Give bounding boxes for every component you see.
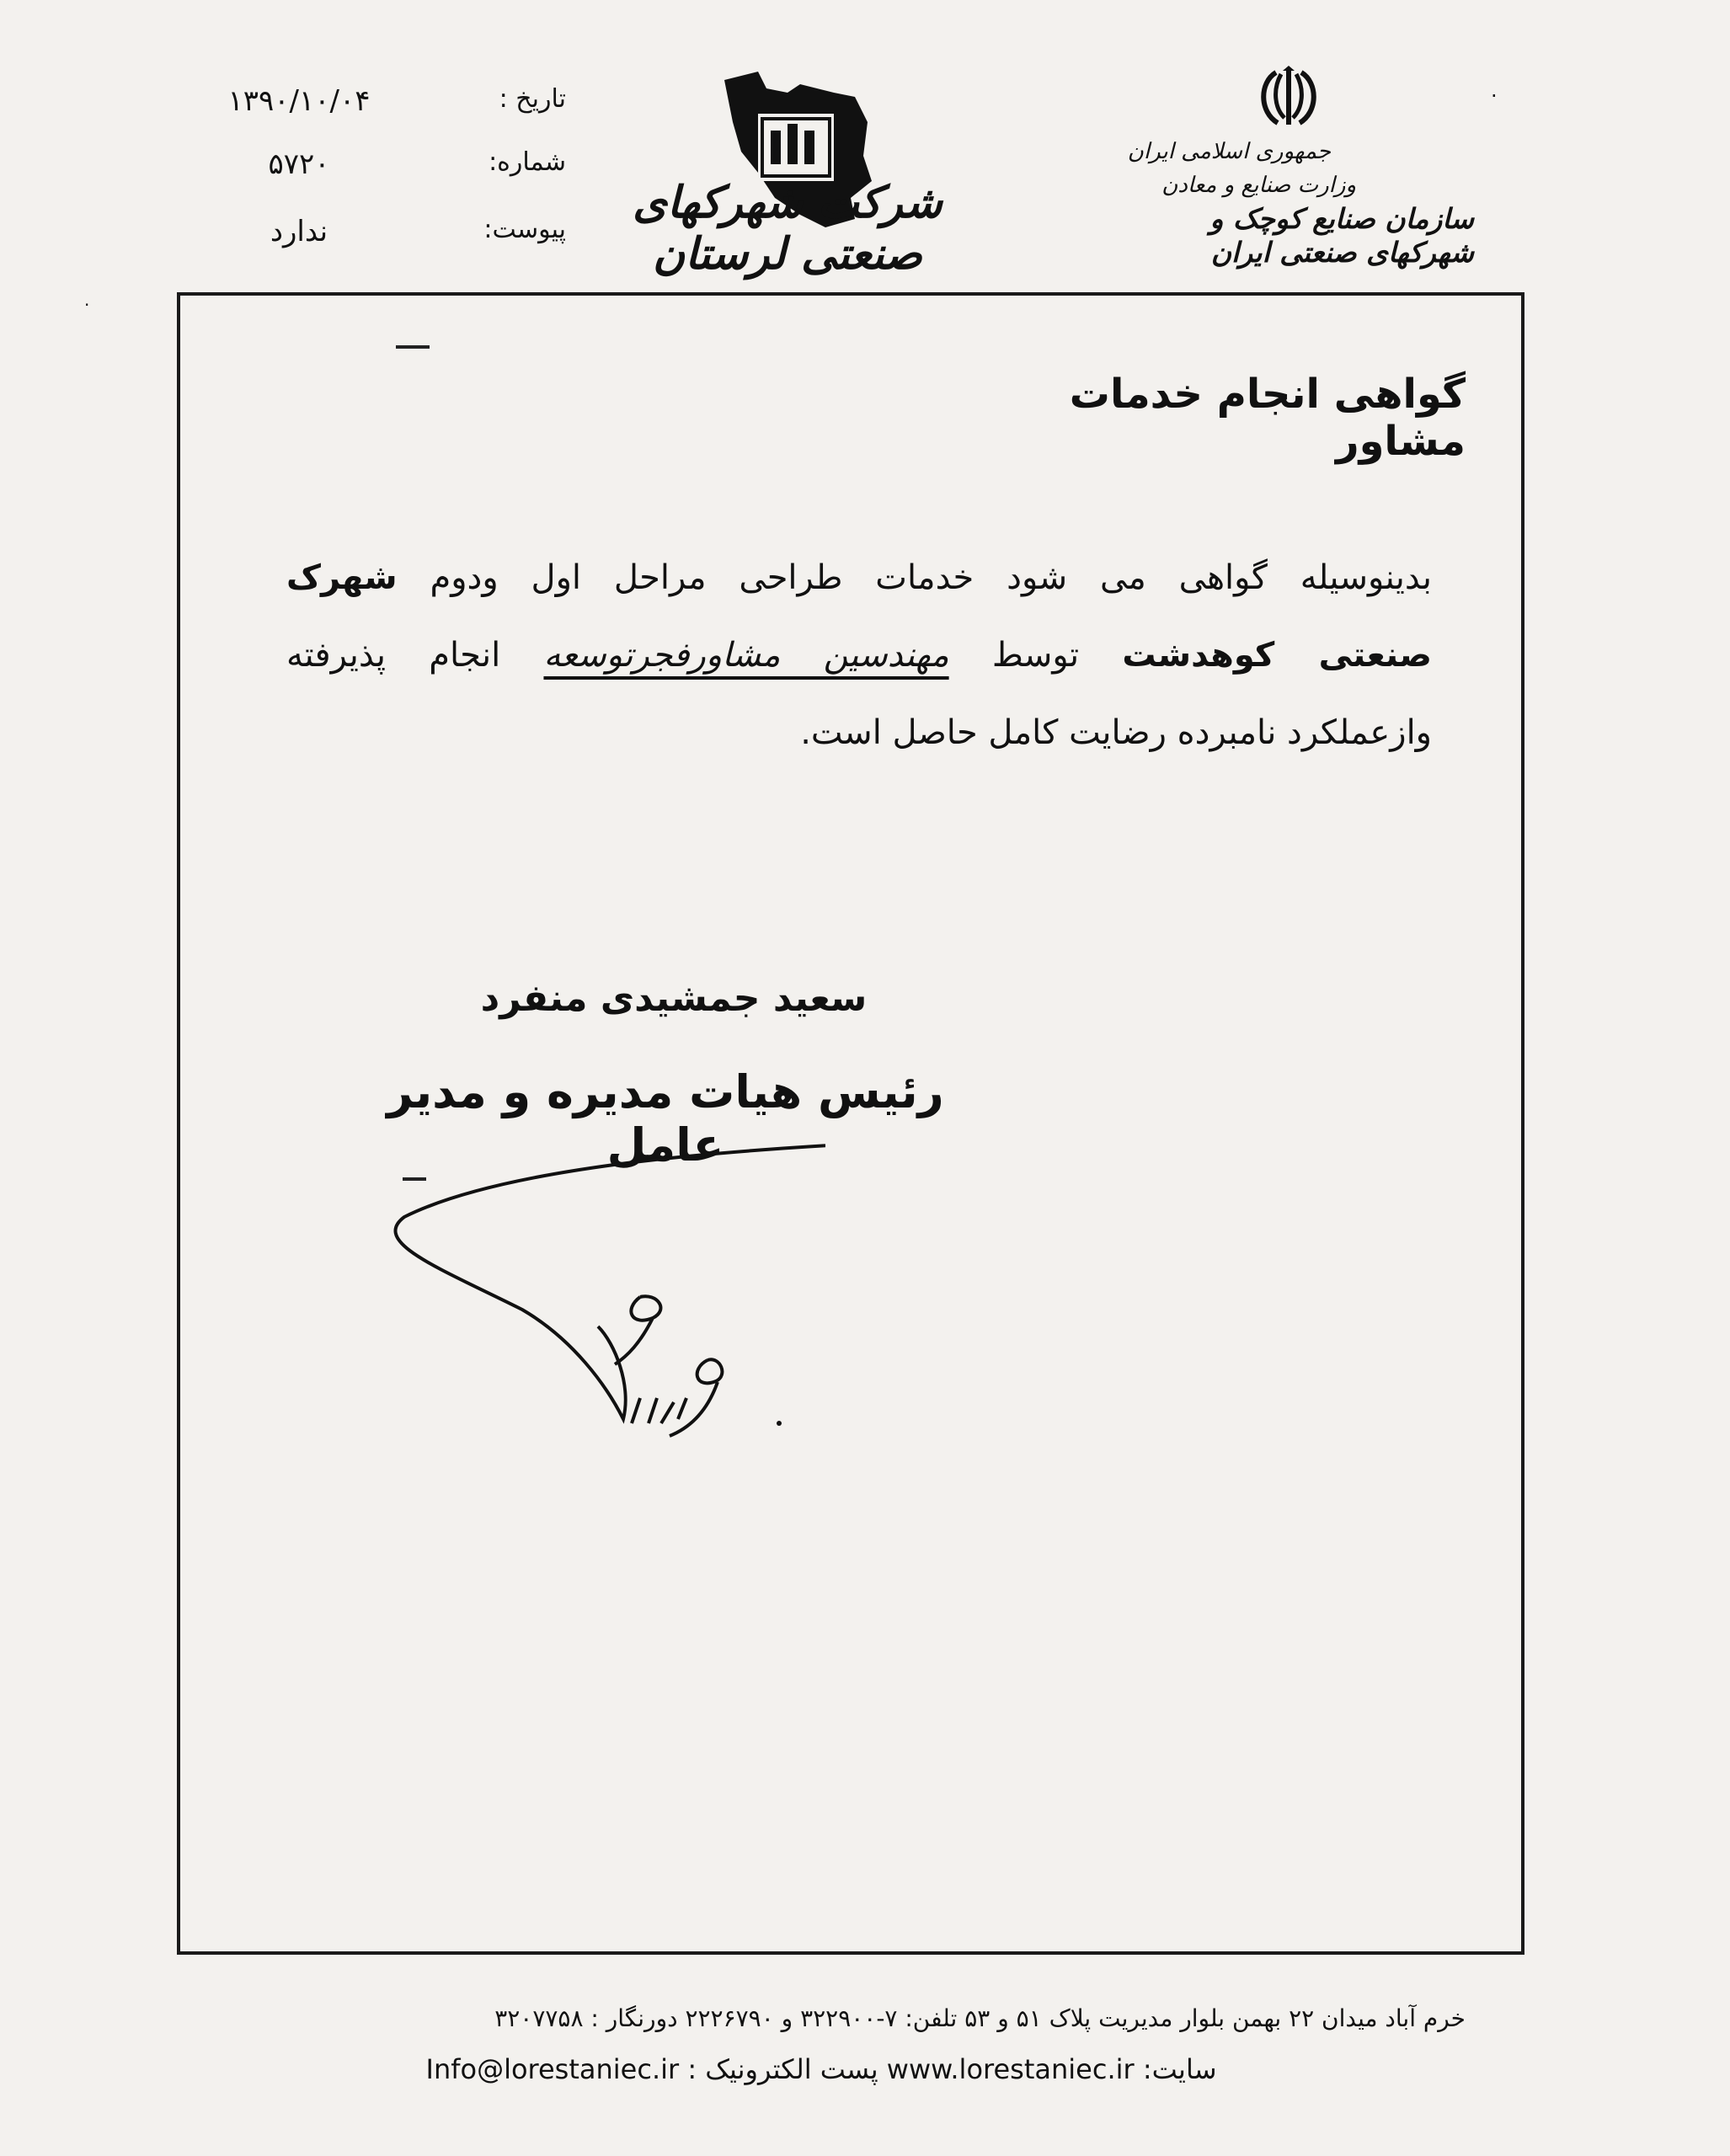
dash-mark	[396, 345, 430, 349]
footer-contact	[421, 2053, 1221, 2085]
signature-icon	[387, 1133, 825, 1470]
scan-dot: ·	[84, 295, 90, 315]
number-label: شماره:	[489, 147, 566, 177]
date-value: ۱۳۹۰/۱۰/۰۴	[227, 84, 371, 118]
number-row	[202, 147, 590, 198]
body-line-2	[286, 616, 1432, 694]
number-value: ۵۷۲۰	[268, 147, 330, 181]
body-bold-text: شهرک	[286, 558, 398, 597]
attachment-value: ندارد	[270, 215, 328, 248]
document-body	[286, 539, 1432, 771]
ministry-line-1: جمهوری اسلامی ایران	[1127, 139, 1331, 164]
body-line-1	[286, 539, 1432, 616]
signer-title: رئیس هیات مدیره و مدیر عامل	[387, 1065, 944, 1171]
body-text: توسط	[991, 636, 1080, 675]
body-text: انجام پذیرفته	[286, 636, 501, 675]
ministry-header	[1095, 135, 1474, 270]
iran-emblem-icon	[1251, 66, 1327, 133]
signer-name: سعید جمشیدی منفرد	[480, 977, 868, 1020]
email-link[interactable]: Info@lorestaniec.ir	[425, 2053, 680, 2085]
website-link[interactable]: www.lorestaniec.ir	[886, 2053, 1135, 2085]
company-name: شرکت شهرکهای صنعتی لرستان	[633, 177, 942, 280]
body-bold-text: صنعتی کوهدشت	[1122, 636, 1433, 675]
scan-dot: ·	[1491, 84, 1498, 108]
date-label: تاریخ :	[499, 84, 566, 114]
footer-address: خرم آباد میدان ۲۲ بهمن بلوار مدیریت پلاک ۵۱ و ۵۳ تلفن: ۷-۳۲۲۹۰۰ و ۲۲۲۶۷۹۰ دورنگار : ۳۲۰۷۷۵۸	[494, 2004, 1466, 2032]
letter-meta	[202, 84, 590, 270]
attachment-label: پیوست:	[483, 215, 566, 244]
body-line-3	[286, 694, 1432, 771]
website-label: سایت:	[1142, 2053, 1217, 2085]
body-text: بدینوسیله گواهی می شود خدمات طراحی مراحل اول ودوم	[430, 558, 1432, 597]
ministry-line-2: وزارت صنایع و معادن	[1161, 173, 1356, 198]
body-text: وازعملکرد نامبرده رضایت کامل حاصل است.	[800, 713, 1432, 752]
consultant-name: مهندسین مشاورفجرتوسعه	[543, 636, 949, 675]
date-row	[202, 84, 590, 135]
ministry-line-3: سازمان صنایع کوچک و شهرکهای صنعتی ایران	[1209, 202, 1474, 269]
document-title: گواهی انجام خدمات مشاور	[1069, 371, 1466, 465]
attachment-row	[202, 215, 590, 265]
email-label: پست الکترونیک :	[687, 2053, 878, 2085]
